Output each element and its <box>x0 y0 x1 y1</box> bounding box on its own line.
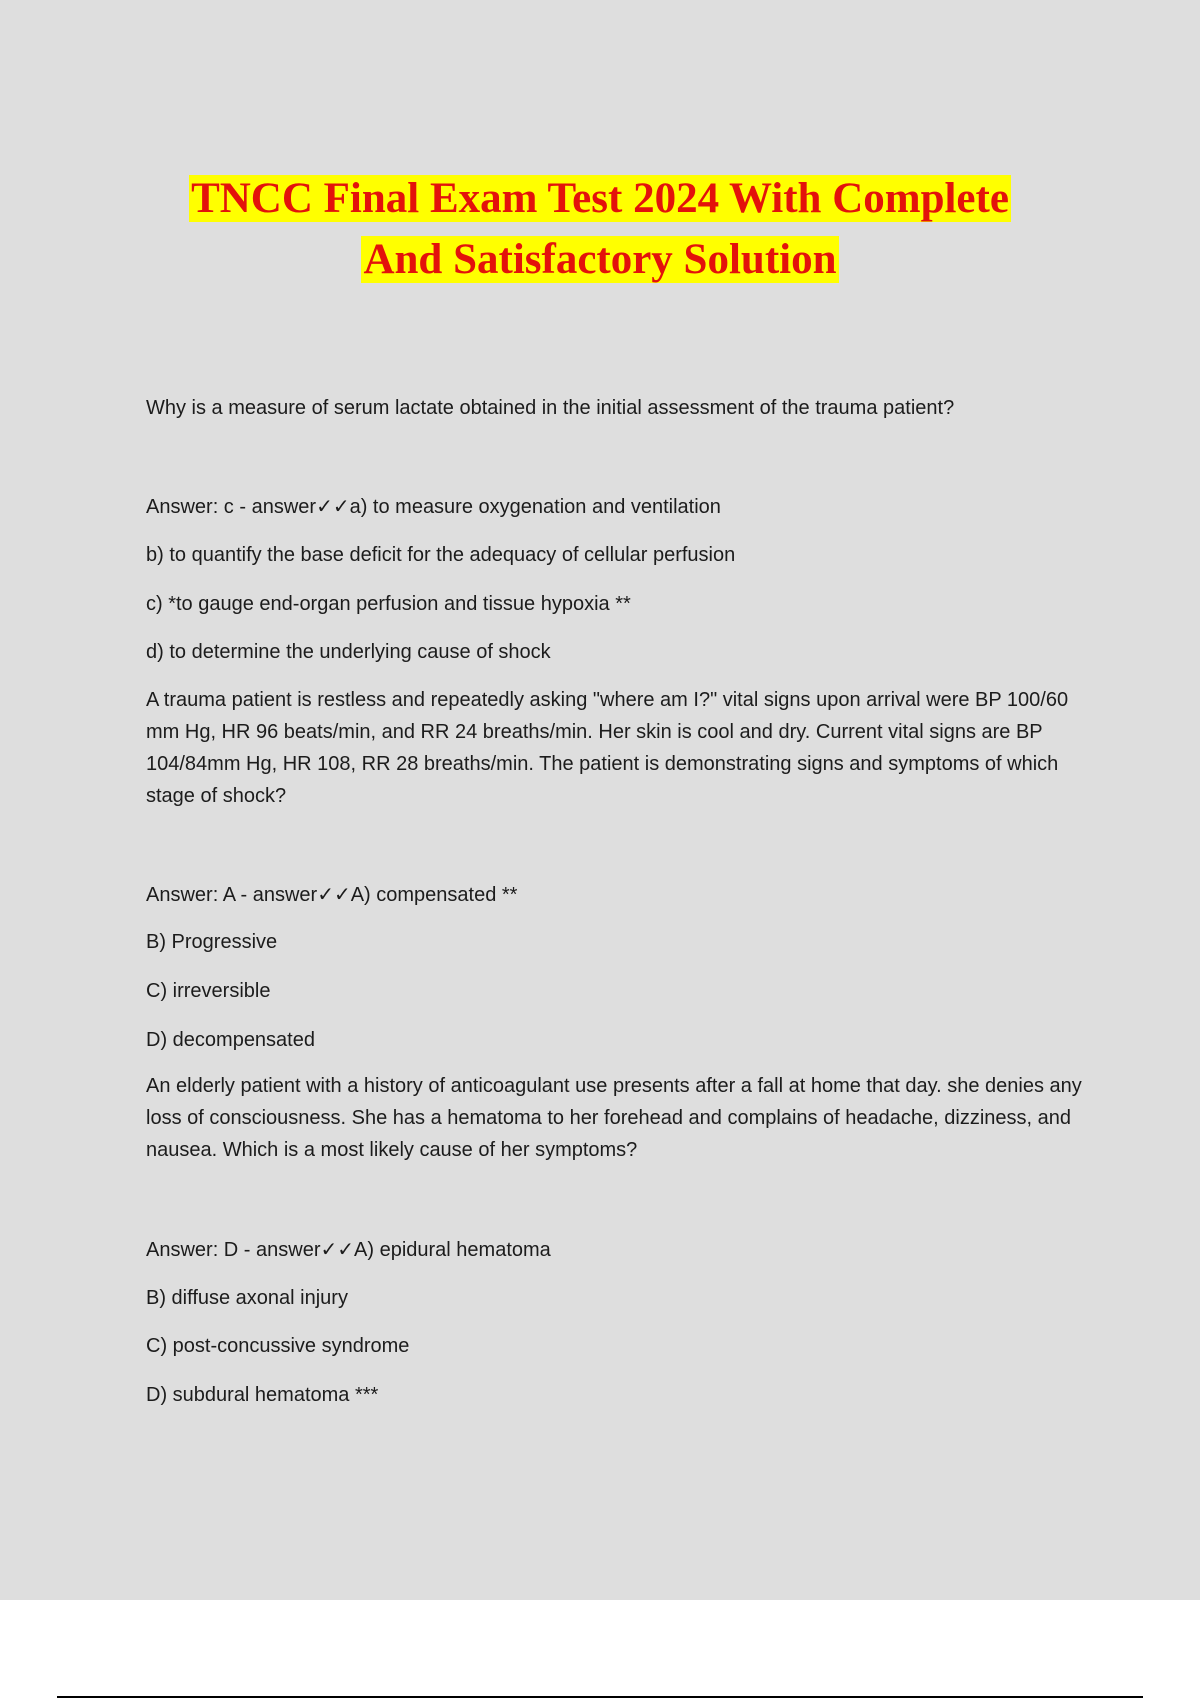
question-text: A trauma patient is restless and repeatedly asking "where am I?" vital signs upon arrival were BP 100/60 mm Hg, HR 96 beats/min, and RR 24 breaths/min. Her skin is cool and dry. Current vital signs are BP 104/84mm Hg, HR 108, RR 28 breaths/min. The patient is demonstrating signs and symptoms of which stage of shock? <box>146 689 1069 807</box>
answer-option: D) decompensated <box>146 1029 315 1051</box>
answer-option: C) irreversible <box>146 980 271 1002</box>
checkmark-icon: ✓✓ <box>316 494 350 518</box>
checkmark-icon: ✓✓ <box>320 1237 355 1261</box>
answer-prefix: Answer: c - answer <box>146 496 317 518</box>
answer-option: b) to quantify the base deficit for the adequacy of cellular perfusion <box>146 544 736 566</box>
answer-option: A) epidural hematoma <box>354 1239 551 1261</box>
answer-option: A) compensated ** <box>350 884 518 906</box>
question-text: Why is a measure of serum lactate obtained in the initial assessment of the trauma patient? <box>146 397 955 419</box>
answer-option: B) diffuse axonal injury <box>146 1287 348 1309</box>
question-text: An elderly patient with a history of anticoagulant use presents after a fall at home that day. she denies any loss of consciousness. She has a hematoma to her forehead and complains of headache, dizziness, and nausea. Which is a most likely cause of her symptoms? <box>146 1075 1082 1161</box>
answer-line <box>146 878 1086 911</box>
answer-option: C) post-concussive syndrome <box>146 1335 410 1357</box>
answer-option: c) *to gauge end-organ perfusion and tissue hypoxia ** <box>146 593 631 615</box>
answer-line <box>146 1233 1086 1266</box>
title-line-2: And Satisfactory Solution <box>363 236 837 283</box>
title-line-1: TNCC Final Exam Test 2024 With Complete <box>191 175 1009 222</box>
document-title <box>0 168 1200 290</box>
answer-option: D) subdural hematoma *** <box>146 1384 379 1406</box>
answer-option: d) to determine the underlying cause of shock <box>146 641 551 663</box>
footer-divider <box>57 1696 1143 1698</box>
answer-line <box>146 490 1086 523</box>
answer-prefix: Answer: D - answer <box>146 1239 321 1261</box>
answer-option: a) to measure oxygenation and ventilation <box>349 496 721 518</box>
answer-option: B) Progressive <box>146 931 278 953</box>
checkmark-icon: ✓✓ <box>317 882 351 906</box>
answer-prefix: Answer: A - answer <box>146 884 318 906</box>
